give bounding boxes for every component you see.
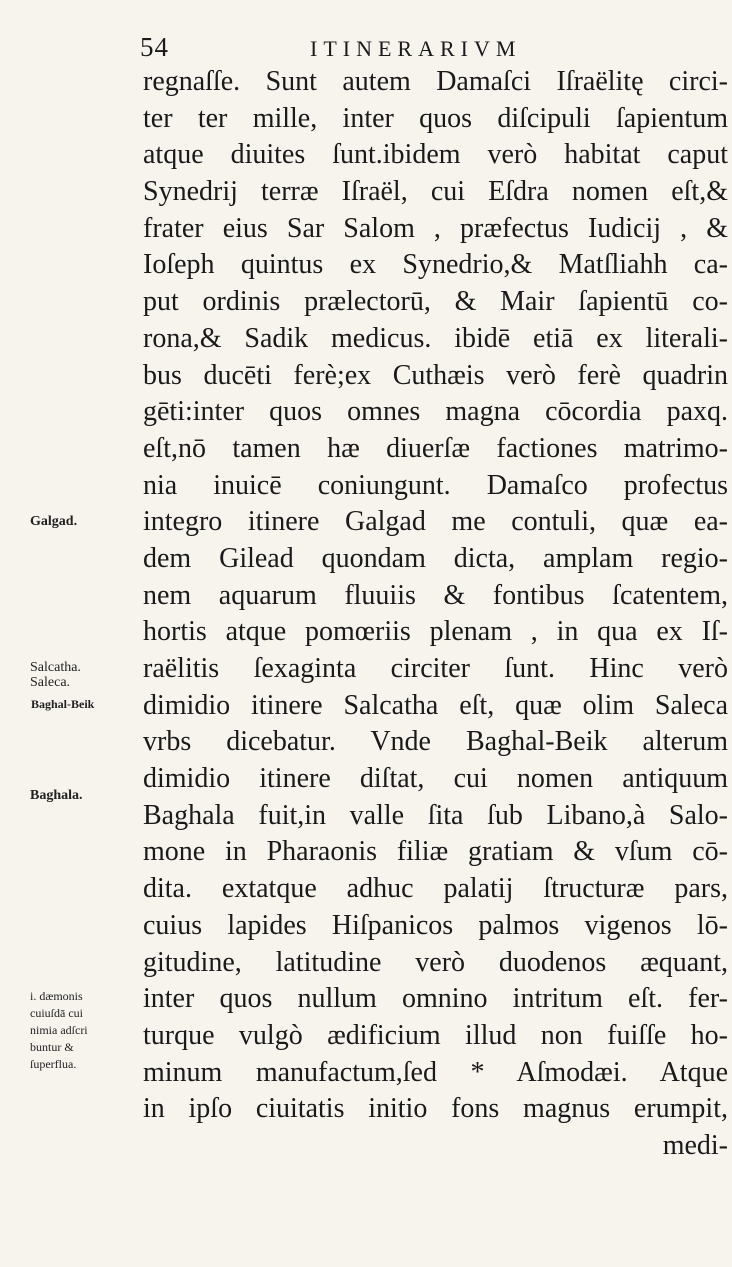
text-line: in ipſo ciuitatis initio fons magnus erumpit, [143,1093,728,1125]
margin-note-baghal-beik: Baghal-Beik [31,697,95,711]
text-line: ter ter mille, inter quos diſcipuli ſapientum [143,102,728,134]
margin-note-galgad: Galgad. [30,514,78,529]
text-line: regnaſſe. Sunt autem Damaſci Iſraëlitę circi- [143,66,728,97]
running-head: ITINERARIVM [310,36,522,61]
margin-note-line: i. dæmonis [30,989,83,1003]
text-line: eſt,nō tamen hæ diuerſæ factiones matrimo- [143,432,728,464]
text-line: bus ducēti ferè;ex Cuthæis verò ferè quadrin [143,359,728,391]
body-text [143,64,728,1165]
text-line: mone in Pharaonis filiæ gratiam & vſum cō- [143,836,728,868]
text-line: raëlitis ſexaginta circiter ſunt. Hinc verò [143,653,728,684]
page-number: 54 [140,32,169,62]
text-line: cuius lapides Hiſpanicos palmos vigenos lō- [143,909,728,941]
margin-note-line: ſuperflua. [30,1057,77,1071]
text-line: turque vulgò ædificium illud non fuiſſe ho- [143,1019,728,1051]
text-line: Baghala fuit,in valle ſita ſub Libano,à Salo- [143,799,728,831]
margin-note-salcatha [30,660,81,690]
text-line: frater eius Sar Salom , præfectus Iudicij , & [143,212,728,244]
margin-note-baghala: Baghala. [30,788,83,803]
text-line: Ioſeph quintus ex Synedrio,& Matſliahh ca- [143,249,728,281]
text-line: Synedrij terræ Iſraël, cui Eſdra nomen eſt,& [143,176,728,208]
text-line: gēti:inter quos omnes magna cōcordia paxq. [143,396,728,428]
text-line: inter quos nullum omnino intritum eſt. fer- [143,983,728,1015]
text-line: nia inuicē coniungunt. Damaſco profectus [143,469,728,501]
catchword: medi- [662,1129,728,1161]
text-line: dimidio itinere diſtat, cui nomen antiquum [143,763,728,795]
margin-note-line: nimia adſcri [30,1023,88,1037]
text-line: nem aquarum fluuiis & fontibus ſcatentem, [143,579,728,611]
text-line: rona,& Sadik medicus. ibidē etiā ex literali- [143,322,728,354]
text-line: atque diuites ſunt.ibidem verò habitat caput [143,139,728,171]
text-line: hortis atque pomœriis plenam , in qua ex Iſ- [143,616,728,648]
text-line: dita. extatque adhuc palatij ſtructuræ pars, [143,873,728,905]
margin-note-line: Salcatha. [30,660,81,675]
text-line: dimidio itinere Salcatha eſt, quæ olim Saleca [143,689,728,721]
margin-note-daemonis [30,988,88,1073]
text-line: dem Gilead quondam dicta, amplam regio- [143,542,728,574]
margin-note-line: Saleca. [30,675,71,690]
margin-note-line: buntur & [30,1040,74,1054]
text-line: integro itinere Galgad me contuli, quæ ea- [143,506,728,538]
text-line: gitudine, latitudine verò duodenos æquant, [143,946,728,978]
margin-note-line: cuiuſdā cui [30,1006,83,1020]
text-line: minum manufactum,ſed * Aſmodæi. Atque [143,1056,728,1088]
text-line: put ordinis prælectorū, & Mair ſapientū co- [143,286,728,318]
text-line: vrbs dicebatur. Vnde Baghal-Beik alterum [143,726,728,758]
